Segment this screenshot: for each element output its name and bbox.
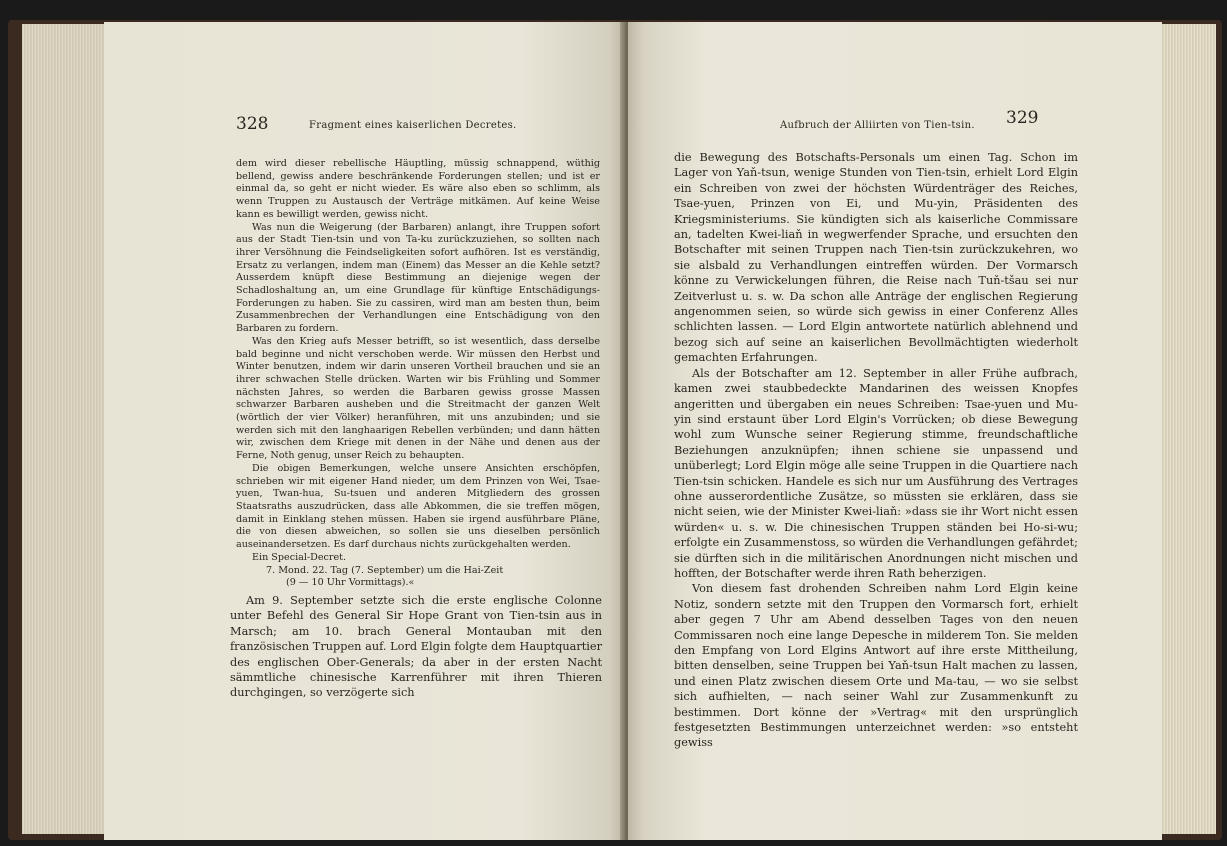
page-number: 329 [1006, 108, 1039, 128]
decree-line: Ein Special-Decret. [252, 551, 347, 563]
right-body-text [674, 150, 1078, 751]
paragraph: Was den Krieg aufs Messer betrifft, so ist wesentlich, dass derselbe bald beginne und nicht verschoben werde. Wir müssen den Herbst und Winter benutzen, indem wir darin unseren Vortheil brauchen und sie an ihrer schwachen Stelle drücken. Warten wir bis Frühling und Sommer nächsten Jahres, so werden die Barbaren gewiss grosse Massen schwarzer Barbaren ausheben und die Streitmacht der ganzen Welt (wörtlich der vier Völker) heranführen, mit uns anzubinden; und sie werden sich mit den langhaarigen Rebellen verbünden; und dann hätten wir, zwischen dem Kriege mit denen in der Nähe und denen aus der Ferne, Noth genug, unser Reich zu behaupten. [236, 335, 600, 462]
decree-line: (9 — 10 Uhr Vormittags).« [286, 577, 415, 589]
paragraph: Was nun die Weigerung (der Barbaren) anlangt, ihre Truppen sofort aus der Stadt Tien-tsin und von Ta-ku zurückzuziehen, so sollten nach ihrer Versöhnung die Feindseligkeiten sofort aufhören. Ist es verständig, Ersatz zu verlangen, indem man (Einem) das Messer an die Kehle setzt? Ausserdem knüpft diese Bestimmung an diejenige wegen der Schadloshaltung an, um eine Grundlage für künftige Entschädigungs-Forderungen zu haben. Sie zu cassiren, wird man am besten thun, beim Zusammenbrechen der Verhandlungen eine Entschädigung von den Barbaren zu fordern. [236, 221, 600, 335]
left-page [104, 22, 624, 840]
paragraph: Als der Botschafter am 12. September in aller Frühe aufbrach, kamen zwei staubbedeckte Mandarinen des weissen Knopfes angeritten und übergaben ein neues Schreiben: Tsae-yuen und Mu-yin sind erstaunt über Lord Elgin's Vorrücken; ob diese Bewegung wohl zum Wunsche seiner Regierung stimme, freundschaftliche Beziehungen anzuknüpfen; ihnen schiene sie unpassend und unüberlegt; Lord Elgin möge alle seine Truppen in die Quartiere nach Tien-tsin schicken. Handele es sich nur um Ausführung des Vertrages ohne ausserordentliche Zusätze, so müssten sie erklären, dass sie nicht seien, wie der Minister Kwei-liaň: »dass sie ihr Wort nicht essen würden« u. s. w. Die chinesischen Truppen ständen bei Ho-si-wu; erfolgte ein Zusammenstoss, so würden die Verhandlungen gefährdet; sie dürften sich in die militärischen Anordnungen nicht mischen und hofften, der Botschafter werde ihren Rath beherzigen. [674, 366, 1078, 580]
right-header [628, 108, 1162, 140]
left-header [104, 114, 624, 140]
paragraph: Von diesem fast drohenden Schreiben nahm Lord Elgin keine Notiz, sondern setzte mit den Truppen den Vormarsch fort, erhielt aber gegen 7 Uhr am Abend desselben Tages von den neuen Commissaren noch eine lange Depesche in milderem Ton. Sie melden den Empfang von Lord Elgins Antwort auf ihre erste Mittheilung, bitten denselben, seine Truppen bei Yaň-tsun Halt machen zu lassen, und einen Platz zwischen diesem Orte und Ma-tau, — wo sie selbst sich aufhielten, — nach seiner Wahl zur Zusammenkunft zu bestimmen. Dort könne der »Vertrag« mit den ursprünglich festgesetzten Bestimmungen unterzeichnet werden: »so entsteht gewiss [674, 582, 1078, 750]
right-page [628, 22, 1162, 840]
right-page-edges [1160, 24, 1216, 834]
paragraph: die Bewegung des Botschafts-Personals um einen Tag. Schon im Lager von Yaň-tsun, wenige Stunden von Tien-tsin, erhielt Lord Elgin ein Schreiben von zwei der höchsten Würdenträger des Reiches, Tsae-yuen, Prinzen von Ei, und Mu-yin, Präsidenten des Kriegsministeriums. Sie kündigten sich als kaiserliche Commissare an, tadelten Kwei-liaň in wegwerfender Sprache, und ersuchten den Botschafter mit seinen Truppen nach Tien-tsin zurückzukehren, wo sie alsbald zu Verhandlungen eintreffen würden. Der Vormarsch könne zu Verwickelungen führen, die Reise nach Tuň-tšau sei nur Zeitverlust u. s. w. Da schon alle Anträge der englischen Regierung angenommen seien, so würde sich gewiss in einer Conferenz Alles schlichten lassen. — Lord Elgin antwortete natürlich ablehnend und bezog sich auf seine an kaiserlichen Bevollmächtigten wiederholt gemachten Erfahrungen. [674, 151, 1078, 365]
paragraph: Die obigen Bemerkungen, welche unsere Ansichten erschöpfen, schrieben wir mit eigener Hand nieder, um dem Prinzen von Wei, Tsae-yuen, Twan-hua, Su-tsuen und anderen Mitgliedern des grossen Staatsraths auszudrücken, dass alle Abkommen, die sie treffen mögen, damit in Einklang stehen müssen. Haben sie irgend ausführbare Pläne, die von diesen abweichen, so sollen sie uns dieselben persönlich auseinandersetzen. Es darf durchaus nichts zurückgehalten werden. [236, 462, 600, 551]
paragraph: Am 9. September setzte sich die erste englische Colonne unter Befehl des General Sir Hope Grant von Tien-tsin aus in Marsch; am 10. brach General Montauban mit den französischen Truppen auf. Lord Elgin folgte dem Hauptquartier des englischen Ober-Generals; da aber in der ersten Nacht sämmtliche chinesische Karrenführer mit ihren Thieren durchgingen, so verzögerte sich [230, 593, 602, 700]
left-page-edges [22, 24, 108, 834]
page-number: 328 [236, 114, 269, 134]
paragraph: dem wird dieser rebellische Häuptling, müssig schnappend, wüthig bellend, gewiss andere beschränkende Forderungen stellen; und ist er einmal da, so geht er nicht wieder. Es wäre also eben so schlimm, als wenn Truppen zu Austausch der Verträge mitkämen. Auf keine Weise kann es bewilligt werden, gewiss nicht. [236, 158, 600, 220]
left-body-text [230, 158, 602, 701]
running-head: Fragment eines kaiserlichen Decretes. [309, 120, 517, 131]
decree-line: 7. Mond. 22. Tag (7. September) um die Hai-Zeit [266, 564, 504, 576]
running-head: Aufbruch der Alliirten von Tien-tsin. [780, 120, 975, 131]
